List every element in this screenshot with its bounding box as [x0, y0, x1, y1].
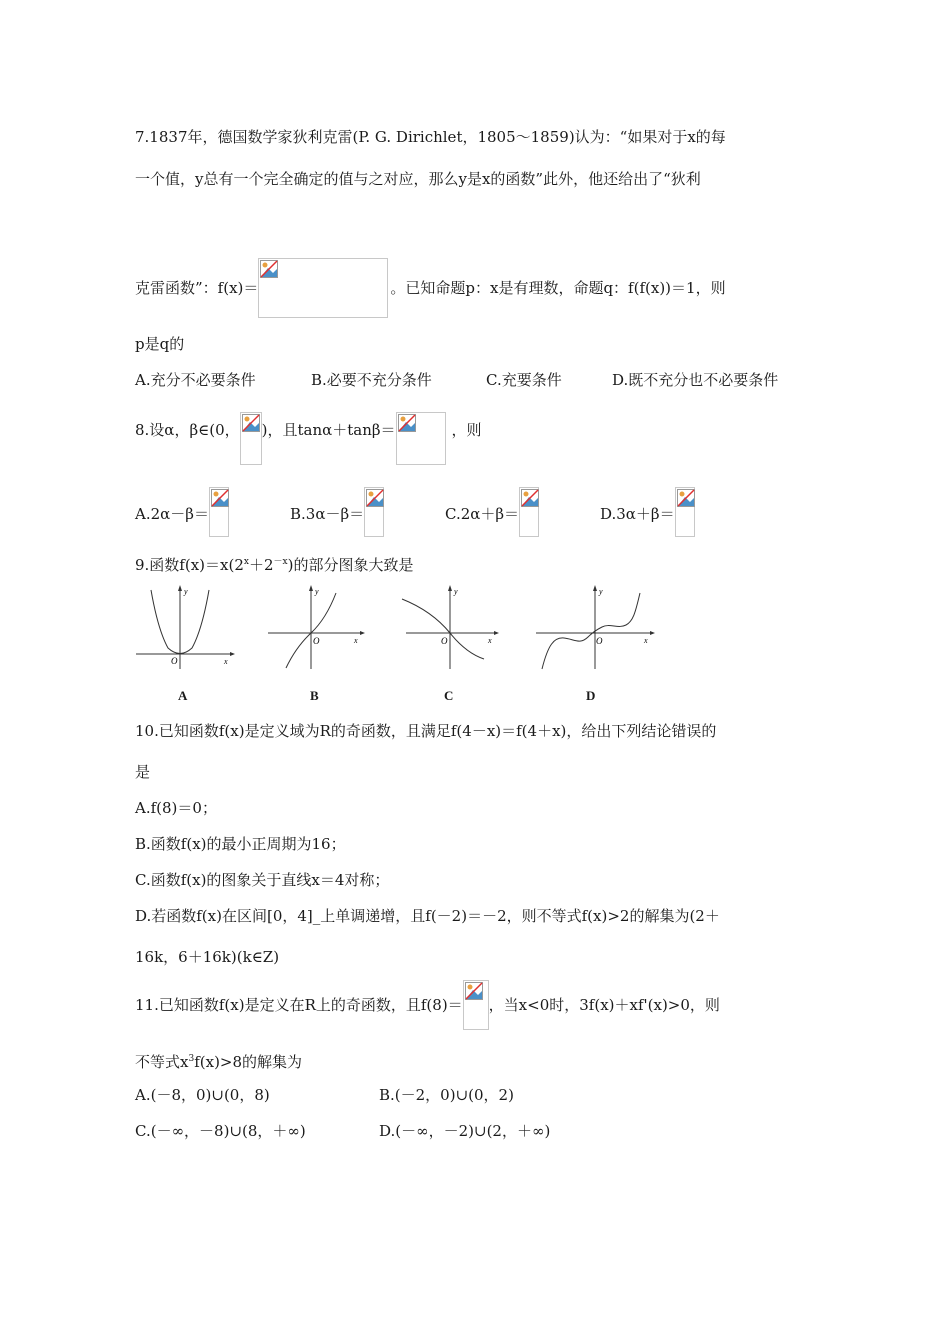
q10-option-d-line2: 16k，6＋16k)(k∈Z) — [135, 948, 280, 966]
formula-image — [396, 412, 446, 465]
q10-option-b: B.函数f(x)的最小正周期为16； — [135, 835, 346, 853]
q7-option-c: C.充要条件 — [486, 371, 562, 389]
origin-label: O — [596, 636, 603, 646]
q10-option-d-line1: D.若函数f(x)在区间[0，4]_上单调递增，且f(－2)＝－2，则不等式f(x)>2的解集为(2＋ — [135, 907, 720, 925]
graph-a-label: A — [178, 688, 188, 703]
formula-image — [463, 980, 489, 1030]
q11-line2: 不等式$x^3f(x)>8$的解集为 — [135, 1053, 303, 1071]
broken-image-icon — [242, 414, 260, 432]
q11-line1: 11.已知函数f(x)是定义在R上的奇函数，且f(8)＝ ，当x<0时，3f(x)＋xf'(x)>0，则 — [135, 980, 815, 1030]
q7-line4: p是q的 — [135, 335, 185, 353]
q7-line3: 克雷函数”：f(x)＝ 。已知命题p：x是有理数，命题q：f(f(x))＝1，则 — [135, 258, 815, 318]
graph-d-label: D — [586, 688, 596, 703]
broken-image-icon — [366, 489, 384, 507]
formula-image — [258, 258, 388, 318]
q10-line1: 10.已知函数f(x)是定义域为R的奇函数，且满足f(4－x)＝f(4＋x)，给出下列结论错误的 — [135, 722, 717, 740]
graph-a — [136, 585, 236, 670]
q10-option-a: A.f(8)＝0； — [135, 799, 217, 817]
broken-image-icon — [677, 489, 695, 507]
formula-image — [209, 487, 229, 537]
q11-option-b: B.(－2，0)∪(0，2) — [379, 1086, 514, 1104]
q11-option-c: C.(－∞，－8)∪(8，＋∞) — [135, 1122, 306, 1140]
axis-x-label: x — [224, 657, 228, 666]
axis-x-label: x — [644, 636, 648, 645]
broken-image-icon — [211, 489, 229, 507]
q7-line2: 一个值，y总有一个完全确定的值与之对应，那么y是x的函数”此外，他还给出了“狄利 — [135, 170, 701, 188]
axis-x-label: x — [488, 636, 492, 645]
axis-y-label: y — [315, 587, 319, 596]
axis-x-label: x — [354, 636, 358, 645]
graph-b — [266, 585, 366, 670]
q9-line: 9.函数$f(x)=x(2^x+2^{-x})$的部分图象大致是 — [135, 556, 414, 574]
graph-c — [400, 585, 500, 670]
axis-y-label: y — [454, 587, 458, 596]
origin-label: O — [441, 636, 448, 646]
axis-y-label: y — [184, 587, 188, 596]
axis-y-label: y — [599, 587, 603, 596]
broken-image-icon — [260, 260, 278, 278]
q8-option-a: A.2α－β＝ — [135, 487, 229, 537]
q10-line2: 是 — [135, 763, 151, 781]
formula-image — [240, 412, 262, 465]
q10-option-c: C.函数f(x)的图象关于直线x＝4对称； — [135, 871, 390, 889]
q7-option-d: D.既不充分也不必要条件 — [612, 371, 779, 389]
q8-line: 8.设α，β∈(0， )，且tanα＋tanβ＝ ，则 — [135, 412, 482, 465]
q8-option-d: D.3α＋β＝ — [600, 487, 695, 537]
formula-image — [675, 487, 695, 537]
formula-image — [364, 487, 384, 537]
q11-option-d: D.(－∞，－2)∪(2，＋∞) — [379, 1122, 551, 1140]
broken-image-icon — [465, 982, 483, 1000]
q11-option-a: A.(－8，0)∪(0，8) — [135, 1086, 270, 1104]
origin-label: O — [313, 636, 320, 646]
graph-c-label: C — [444, 688, 454, 703]
q7-option-b: B.必要不充分条件 — [311, 371, 432, 389]
broken-image-icon — [521, 489, 539, 507]
q8-option-b: B.3α－β＝ — [290, 487, 384, 537]
q7-line1: 7.1837年，德国数学家狄利克雷(P. G. Dirichlet，1805～1859)认为：“如果对于x的每 — [135, 128, 726, 146]
formula-image — [519, 487, 539, 537]
q8-option-c: C.2α＋β＝ — [445, 487, 539, 537]
origin-label: O — [171, 656, 178, 666]
graph-d — [536, 585, 660, 670]
graph-b-label: B — [310, 688, 319, 703]
broken-image-icon — [398, 414, 416, 432]
q7-option-a: A.充分不必要条件 — [135, 371, 256, 389]
